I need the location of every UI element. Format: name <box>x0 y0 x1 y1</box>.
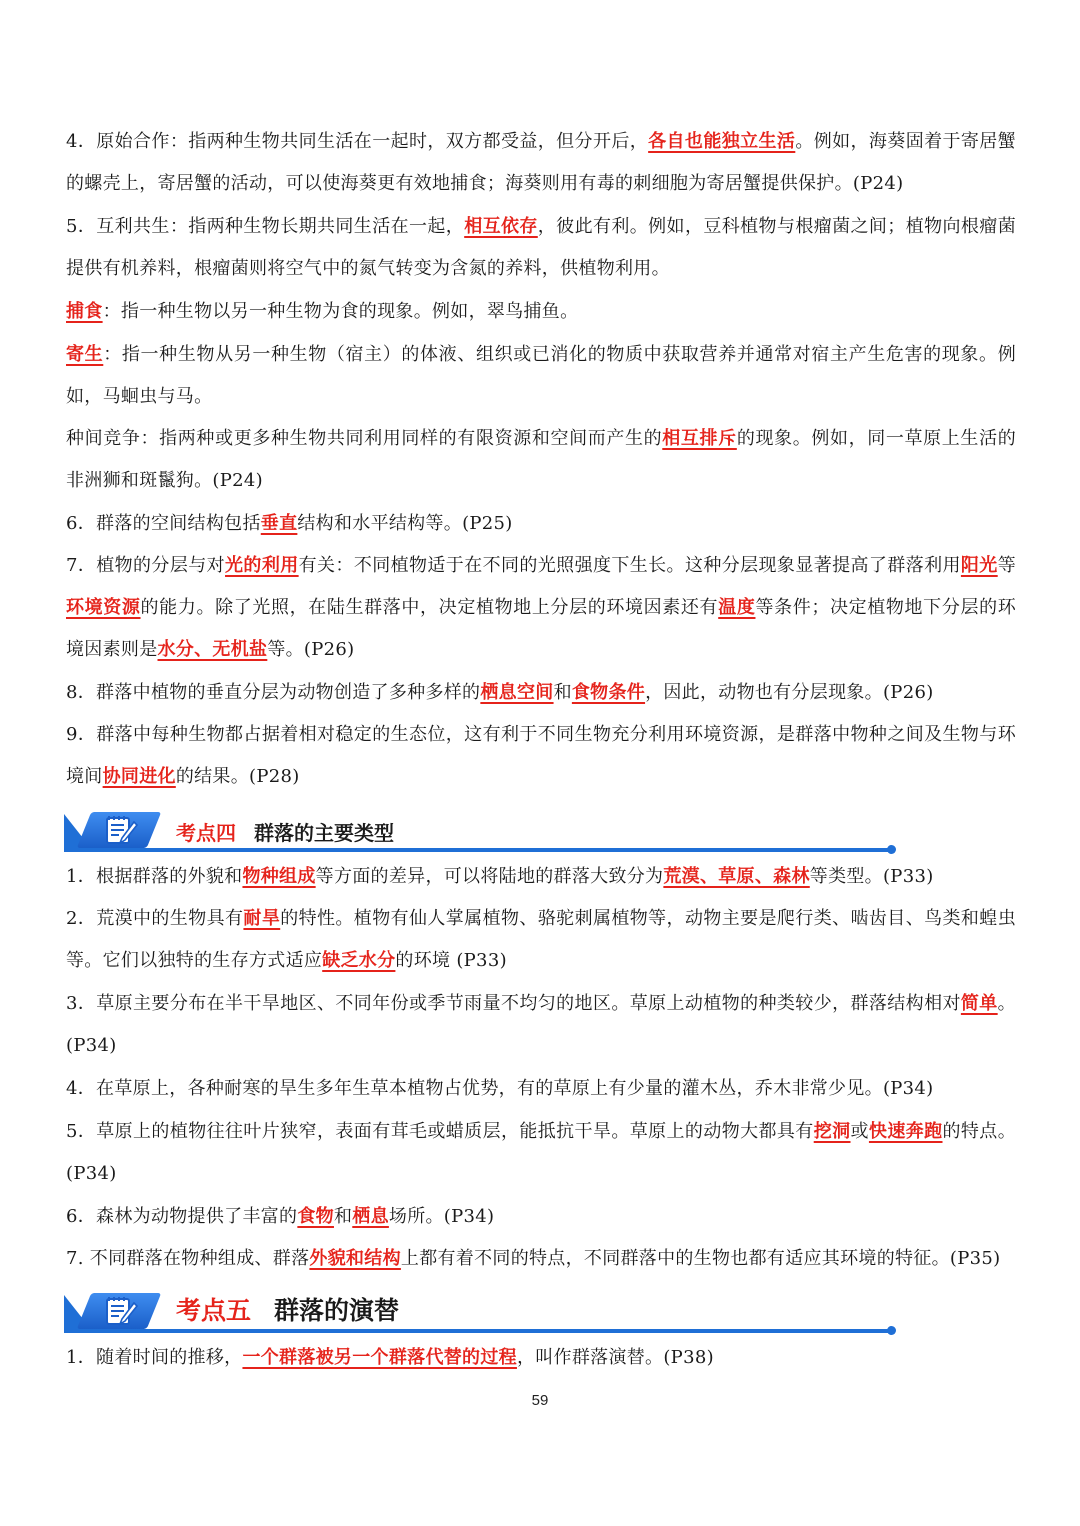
paragraph-p5 <box>66 206 1016 290</box>
paragraph-text: 等 <box>997 555 1017 576</box>
paragraph-parasitism <box>66 334 1016 418</box>
paragraph-p6 <box>66 503 1016 545</box>
paragraph-text: 等方面的差异，可以将陆地的群落大致分为 <box>315 866 664 887</box>
paragraph-text: 7．植物的分层与对 <box>66 555 226 576</box>
paragraph-text: 3．草原主要分布在半干旱地区、不同年份或季节雨量不均匀的地区。草原上动植物的种类较少，群落结构相对 <box>66 993 961 1014</box>
paragraph-p4 <box>66 121 1016 205</box>
paragraph-predation <box>66 291 1016 333</box>
paragraph-text: 的能力。除了光照，在陆生群落中，决定植物地上分层的环境因素还有 <box>140 597 719 618</box>
highlighted-keyword: 寄生 <box>66 344 104 365</box>
paragraph-text: 的环境 (P33) <box>395 950 507 971</box>
section-title-text: 群落的演替 <box>274 1296 400 1325</box>
paragraph-s4p3 <box>66 983 1016 1067</box>
paragraph-text: 4．原始合作：指两种生物共同生活在一起时，双方都受益，但分开后， <box>66 131 649 152</box>
paragraph-s4p1 <box>66 856 1016 898</box>
highlighted-keyword: 挖洞 <box>813 1121 851 1142</box>
paragraph-text: 上都有着不同的特点，不同群落中的生物也都有适应其环境的特征。(P35) <box>400 1248 1001 1269</box>
paragraph-text: 和 <box>553 682 572 703</box>
paragraph-text: 和 <box>333 1206 353 1227</box>
paragraph-text: 1．随着时间的推移， <box>66 1347 243 1368</box>
highlighted-keyword: 栖息空间 <box>480 682 554 703</box>
paragraph-text: 5．互利共生：指两种生物长期共同生活在一起， <box>66 216 465 237</box>
paragraph-text: ：指一种生物从另一种生物（宿主）的体液、组织或已消化的物质中获取营养并通常对宿主产生危害的现象。例如，马蛔虫与马。 <box>66 344 1016 407</box>
highlighted-keyword: 食物条件 <box>571 682 646 703</box>
highlighted-keyword: 光的利用 <box>225 555 299 576</box>
paragraph-text: ：指一种生物以另一种生物为食的现象。例如，翠鸟捕鱼。 <box>102 301 579 322</box>
paragraph-text: 2．荒漠中的生物具有 <box>66 908 244 929</box>
highlighted-keyword: 各自也能独立生活 <box>648 131 796 152</box>
paragraph-p8 <box>66 672 1016 714</box>
paragraph-text: 。例如，海葵固着于寄居蟹的螺壳上，寄居蟹的活动，可以使海葵更有效地捕食；海葵则用有毒的刺细胞为寄居蟹提供保护。(P24) <box>66 131 1016 194</box>
paragraph-s4p4 <box>66 1068 1016 1110</box>
highlighted-keyword: 荒漠、草原、森林 <box>663 866 810 887</box>
paragraph-text: 9．群落中每种生物都占据着相对稳定的生态位，这有利于不同生物充分利用环境资源，是群落中物种之间及生物与环境间 <box>66 724 1016 787</box>
section-title <box>176 817 394 846</box>
paragraph-text: 的特点。(P34) <box>66 1121 1017 1184</box>
keypoint-label: 考点五 <box>176 1296 252 1325</box>
paragraph-text: 1．根据群落的外貌和 <box>66 866 243 887</box>
highlighted-keyword: 协同进化 <box>102 766 176 787</box>
highlighted-keyword: 捕食 <box>66 301 103 322</box>
section-header-kd4 <box>64 810 894 852</box>
section-title <box>176 1291 399 1327</box>
paragraph-text: 的结果。(P28) <box>175 766 300 787</box>
paragraph-text: 结构和水平结构等。(P25) <box>297 513 513 534</box>
paragraph-s5p1 <box>66 1337 1016 1379</box>
paragraph-text: 6．群落的空间结构包括 <box>66 513 261 534</box>
header-underline <box>64 1329 894 1333</box>
paragraph-text: 7. 不同群落在物种组成、群落 <box>66 1248 310 1269</box>
highlighted-keyword: 环境资源 <box>66 597 141 618</box>
paragraph-p9 <box>66 714 1016 798</box>
paragraph-text: 或 <box>850 1121 869 1142</box>
paragraph-s4p6 <box>66 1196 1016 1238</box>
paragraph-competition <box>66 418 1016 502</box>
paragraph-s4p7 <box>66 1238 1016 1280</box>
paragraph-p7 <box>66 545 1016 671</box>
paragraph-text: 等条件；决定植物地下分层的环境因素则是 <box>66 597 1017 660</box>
paragraph-text: 场所。(P34) <box>388 1206 495 1227</box>
notebook-pencil-icon <box>104 814 140 846</box>
paragraph-text: 的现象。例如，同一草原上生活的非洲狮和斑鬣狗。(P24) <box>66 428 1016 491</box>
keypoint-label: 考点四 <box>176 821 236 845</box>
highlighted-keyword: 食物 <box>297 1206 334 1227</box>
highlighted-keyword: 阳光 <box>960 555 998 576</box>
highlighted-keyword: 相互排斥 <box>662 428 737 449</box>
highlighted-keyword: 外貌和结构 <box>309 1248 401 1269</box>
paragraph-text: 。(P34) <box>66 993 1016 1056</box>
page-number: 59 <box>531 1392 549 1409</box>
paragraph-text: 等类型。(P33) <box>809 866 934 887</box>
paragraph-s4p2 <box>66 898 1016 982</box>
paragraph-text: 的特性。植物有仙人掌属植物、骆驼刺属植物等，动物主要是爬行类、啮齿目、鸟类和蝗虫等。它们以独特的生存方式适应 <box>66 908 1016 971</box>
highlighted-keyword: 水分、无机盐 <box>157 639 268 660</box>
paragraph-text: 种间竞争：指两种或更多种生物共同利用同样的有限资源和空间而产生的 <box>66 428 663 449</box>
highlighted-keyword: 温度 <box>718 597 756 618</box>
highlighted-keyword: 简单 <box>960 993 998 1014</box>
paragraph-text: ，彼此有利。例如，豆科植物与根瘤菌之间；植物向根瘤菌提供有机养料，根瘤菌则将空气中的氮气转变为含氮的养料，供植物利用。 <box>66 216 1016 279</box>
paragraph-text: 5．草原上的植物往往叶片狭窄，表面有茸毛或蜡质层，能抵抗干旱。草原上的动物大都具有 <box>66 1121 814 1142</box>
highlighted-keyword: 栖息 <box>352 1206 389 1227</box>
paragraph-text: 6．森林为动物提供了丰富的 <box>66 1206 298 1227</box>
highlighted-keyword: 一个群落被另一个群落代替的过程 <box>242 1347 517 1368</box>
highlighted-keyword: 缺乏水分 <box>322 950 396 971</box>
highlighted-keyword: 耐旱 <box>243 908 281 929</box>
paragraph-text: ，叫作群落演替。(P38) <box>516 1347 714 1368</box>
paragraph-text: 8．群落中植物的垂直分层为动物创造了多种多样的 <box>66 682 481 703</box>
header-underline <box>64 848 894 852</box>
paragraph-s4p5 <box>66 1111 1016 1195</box>
section-title-text: 群落的主要类型 <box>254 821 394 845</box>
highlighted-keyword: 物种组成 <box>242 866 316 887</box>
notebook-pencil-icon <box>104 1295 140 1327</box>
paragraph-text: ，因此，动物也有分层现象。(P26) <box>645 682 934 703</box>
paragraph-text: 有关：不同植物适于在不同的光照强度下生长。这种分层现象显著提高了群落利用 <box>298 555 961 576</box>
highlighted-keyword: 垂直 <box>260 513 298 534</box>
section-header-kd5 <box>64 1291 894 1333</box>
paragraph-text: 等。(P26) <box>267 639 355 660</box>
highlighted-keyword: 相互依存 <box>464 216 538 237</box>
highlighted-keyword: 快速奔跑 <box>868 1121 943 1142</box>
paragraph-text: 4．在草原上，各种耐寒的旱生多年生草本植物占优势，有的草原上有少量的灌木丛，乔木非常少见。(P34) <box>66 1078 934 1099</box>
